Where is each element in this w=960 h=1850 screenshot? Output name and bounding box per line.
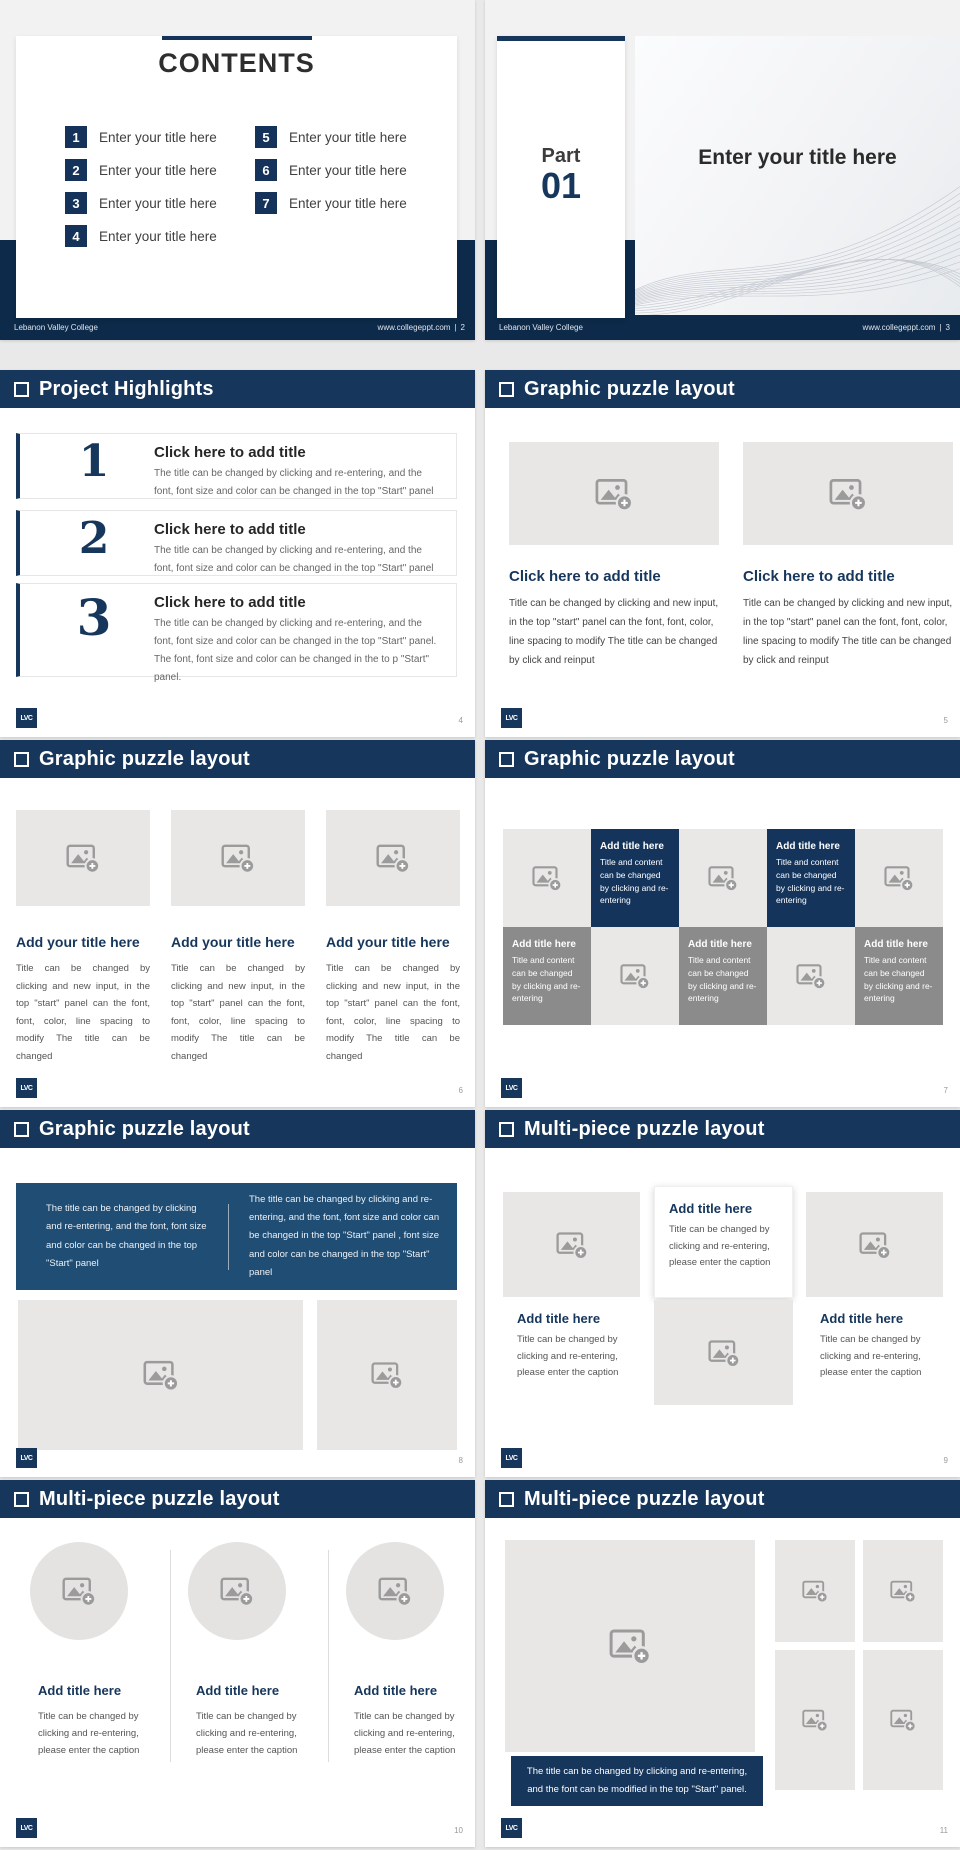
highlight-item: [16, 583, 457, 683]
page-number: 9: [943, 1456, 948, 1465]
slide-multi-piece-grid[interactable]: [485, 1480, 960, 1847]
lvc-logo: LVC: [501, 1818, 522, 1838]
highlight-item: [16, 510, 457, 576]
column-body: Title can be changed by clicking and new input, in the top "start" panel can the font, font, color, line spacing to modify The title can be changed by click and reinput: [509, 598, 719, 666]
image-placeholder-icon: [884, 863, 914, 893]
contents-item: [255, 126, 407, 148]
item-number: 5: [255, 126, 277, 148]
checkbox-icon: [14, 752, 29, 767]
image-placeholder: [863, 1650, 943, 1790]
image-placeholder-icon: [796, 961, 826, 991]
contents-title: CONTENTS: [158, 48, 315, 78]
cell-title: Add title here: [820, 1311, 904, 1326]
part-card: [497, 36, 625, 318]
column-body: Title can be changed by clicking and new input, in the top "start" panel can the font, font, color, line spacing to modify The title can be changed: [171, 963, 305, 1062]
contents-item: [65, 192, 217, 214]
image-placeholder-icon: [62, 1574, 96, 1608]
checkbox-icon: [499, 382, 514, 397]
tile-title: Add title here: [512, 939, 576, 950]
page-number: 5: [943, 716, 948, 725]
checkbox-icon: [14, 1492, 29, 1507]
circle-image-placeholder: [188, 1542, 286, 1640]
item-number: 2: [65, 159, 87, 181]
cell-body: Title can be changed by clicking and re-entering, please enter the caption: [517, 1334, 619, 1379]
column-title: Click here to add title: [509, 568, 661, 585]
image-placeholder: [767, 927, 855, 1025]
part-number: 01: [540, 165, 582, 206]
part-label: Part: [541, 145, 581, 167]
text-cell: [503, 1297, 640, 1415]
image-placeholder-icon: [620, 961, 650, 991]
slide-graphic-puzzle-2col[interactable]: [485, 370, 960, 737]
tile-title: Add title here: [688, 939, 752, 950]
image-placeholder: [775, 1540, 855, 1642]
image-placeholder: [863, 1540, 943, 1642]
item-number: 2: [78, 513, 110, 564]
item-body: The title can be changed by clicking and re-entering, and the font, font size and color can be changed in the top "Start" panel: [154, 468, 434, 497]
lvc-logo: LVC: [16, 1818, 37, 1838]
item-number: 3: [76, 588, 112, 647]
lvc-logo: LVC: [16, 1078, 37, 1098]
footer-divider: |: [939, 323, 942, 332]
image-placeholder-icon: [708, 863, 738, 893]
image-placeholder-large: [505, 1540, 755, 1752]
item-label: Enter your title here: [99, 228, 217, 244]
image-placeholder-icon: [859, 1229, 891, 1261]
item-label: Enter your title here: [99, 162, 217, 178]
footer-site: www.collegeppt.com: [862, 323, 936, 332]
slide-header: [485, 740, 960, 778]
section-cover-graphic: [635, 36, 960, 315]
item-body: The title can be changed by clicking and re-entering, and the font, font size and color can be changed in the top "Start" panel. The font, font size and color can be changed in the to p "Start" panel.: [154, 618, 437, 683]
contents-item: [65, 159, 217, 181]
checkbox-icon: [499, 1492, 514, 1507]
item-number: 1: [65, 126, 87, 148]
page-number: 10: [454, 1826, 463, 1835]
slide-project-highlights[interactable]: [0, 370, 475, 737]
caption-bar: [511, 1756, 763, 1806]
image-placeholder-icon: [802, 1578, 828, 1604]
footer-college: Lebanon Valley College: [499, 323, 583, 332]
page-number: 2: [460, 323, 465, 332]
text-panel: [16, 1183, 457, 1290]
footer-divider: |: [454, 323, 457, 332]
image-placeholder: [503, 1192, 640, 1297]
page-number: 8: [458, 1456, 463, 1465]
contents-item: [65, 126, 217, 148]
contents-item: [255, 192, 407, 214]
header-title: Multi-piece puzzle layout: [524, 1117, 765, 1140]
item-label: Enter your title here: [289, 195, 407, 211]
tile-title: Add title here: [776, 841, 840, 852]
item-label: Enter your title here: [99, 195, 217, 211]
footer-site: www.collegeppt.com: [377, 323, 451, 332]
title-rule: [162, 36, 312, 40]
checkbox-icon: [499, 752, 514, 767]
item-label: Enter your title here: [99, 129, 217, 145]
lvc-logo: LVC: [501, 1078, 522, 1098]
panel-text-right: The title can be changed by clicking and re-entering, and the font, font size and color can be changed in the top "Start" panel , font size and color can be changed in the top "Start" panel: [249, 1194, 440, 1278]
lvc-logo: LVC: [501, 1448, 522, 1468]
slide-multi-piece-circles[interactable]: [0, 1480, 475, 1847]
item-number: 3: [65, 192, 87, 214]
contents-item: [65, 225, 217, 247]
tile-title: Add title here: [600, 841, 664, 852]
header-title: Multi-piece puzzle layout: [524, 1487, 765, 1510]
column-title: Add title here: [354, 1683, 438, 1698]
text-cell: [654, 1186, 793, 1298]
item-label: Enter your title here: [289, 129, 407, 145]
image-placeholder: [509, 442, 719, 545]
panel-text-left: The title can be changed by clicking and re-entering, and the font, font size and color can be changed in the top "Start" panel: [46, 1203, 207, 1269]
image-placeholder-icon: [143, 1357, 179, 1393]
column-body: Title can be changed by clicking and re-entering, please enter the caption: [38, 1711, 140, 1757]
text-tile-navy: [767, 829, 855, 927]
header-title: Graphic puzzle layout: [39, 747, 250, 770]
image-placeholder-icon: [609, 1625, 651, 1667]
highlight-item: [16, 433, 457, 499]
wave-graphic: [635, 155, 960, 315]
tile-title: Add title here: [864, 939, 928, 950]
page-number: 7: [943, 1086, 948, 1095]
slide-header: [485, 370, 960, 408]
item-number: 6: [255, 159, 277, 181]
item-label: Enter your title here: [289, 162, 407, 178]
cell-body: Title can be changed by clicking and re-entering, please enter the caption: [820, 1334, 922, 1379]
image-placeholder-icon: [66, 841, 100, 875]
column-title: Add your title here: [16, 934, 140, 950]
image-placeholder-icon: [532, 863, 562, 893]
circle-image-placeholder: [346, 1542, 444, 1640]
slide-graphic-puzzle-grid[interactable]: [485, 740, 960, 1107]
image-placeholder: [503, 829, 591, 927]
item-number: 1: [78, 436, 110, 487]
section-title: Enter your title here: [698, 146, 897, 169]
column-divider: [328, 1550, 329, 1762]
column-body: Title can be changed by clicking and new input, in the top "start" panel can the font, font, color, line spacing to modify The title can be changed by click and reinput: [743, 598, 953, 666]
slide-header: [0, 1480, 475, 1518]
cell-title: Add title here: [669, 1201, 753, 1216]
item-title: Click here to add title: [154, 594, 306, 611]
image-placeholder-icon: [595, 475, 633, 513]
slide-header: [485, 1480, 960, 1518]
slide-header: [0, 370, 475, 408]
item-number: 7: [255, 192, 277, 214]
column-title: Add your title here: [171, 934, 295, 950]
slide-footer: [485, 315, 960, 340]
image-placeholder-icon: [708, 1337, 740, 1369]
tile-body: Title and content can be changed by clicking and re-entering: [600, 857, 669, 906]
checkbox-icon: [14, 382, 29, 397]
image-placeholder-icon: [890, 1707, 916, 1733]
image-placeholder-icon: [802, 1707, 828, 1733]
image-placeholder: [855, 829, 943, 927]
column-title: Add title here: [196, 1683, 280, 1698]
image-placeholder: [591, 927, 679, 1025]
text-cell: [806, 1297, 943, 1415]
page-number: 3: [945, 323, 950, 332]
column-title: Add title here: [38, 1683, 122, 1698]
column-divider: [170, 1550, 171, 1762]
puzzle-grid: [503, 829, 943, 1025]
lvc-logo: LVC: [16, 1448, 37, 1468]
text-tile-gray: [679, 927, 767, 1025]
page-number: 6: [458, 1086, 463, 1095]
slide-header: [485, 1110, 960, 1148]
slide-header: [0, 740, 475, 778]
image-placeholder-icon: [220, 1574, 254, 1608]
slide-graphic-puzzle-panel[interactable]: [0, 1110, 475, 1477]
image-placeholder: [775, 1650, 855, 1790]
column-body: Title can be changed by clicking and new input, in the top "start" panel can the font, font, color, line spacing to modify The title can be changed: [326, 963, 460, 1062]
image-placeholder: [171, 810, 305, 906]
checkbox-icon: [499, 1122, 514, 1137]
image-placeholder: [743, 442, 953, 545]
image-placeholder-icon: [221, 841, 255, 875]
image-placeholder: [654, 1300, 793, 1405]
tile-body: Title and content can be changed by clicking and re-entering: [688, 955, 757, 1004]
image-placeholder: [679, 829, 767, 927]
column-title: Add your title here: [326, 934, 450, 950]
image-placeholder-icon: [556, 1229, 588, 1261]
contents-item: [255, 159, 407, 181]
lvc-logo: LVC: [16, 708, 37, 728]
tile-body: Title and content can be changed by clicking and re-entering: [864, 955, 933, 1004]
circle-image-placeholder: [30, 1542, 128, 1640]
image-placeholder: [326, 810, 460, 906]
slide-header: [0, 1110, 475, 1148]
item-number: 4: [65, 225, 87, 247]
tile-body: Title and content can be changed by clicking and re-entering: [776, 857, 845, 906]
item-body: The title can be changed by clicking and re-entering, and the font, font size and color can be changed in the top "Start" panel: [154, 545, 434, 574]
image-placeholder-icon: [829, 475, 867, 513]
panel-divider: [228, 1204, 229, 1270]
tile-body: Title and content can be changed by clicking and re-entering: [512, 955, 581, 1004]
header-title: Graphic puzzle layout: [524, 377, 735, 400]
slide-graphic-puzzle-3col[interactable]: [0, 740, 475, 1107]
caption-text: The title can be changed by clicking and re-entering, and the font can be modified in the top "Start" panel.: [526, 1765, 748, 1795]
text-tile-gray: [855, 927, 943, 1025]
column-body: Title can be changed by clicking and re-entering, please enter the caption: [354, 1711, 456, 1757]
cell-title: Add title here: [517, 1311, 601, 1326]
image-placeholder-icon: [378, 1574, 412, 1608]
image-placeholder: [18, 1300, 303, 1450]
column-body: Title can be changed by clicking and re-entering, please enter the caption: [196, 1711, 298, 1757]
page-number: 11: [939, 1826, 948, 1835]
header-title: Graphic puzzle layout: [39, 1117, 250, 1140]
image-placeholder: [317, 1300, 457, 1450]
header-title: Graphic puzzle layout: [524, 747, 735, 770]
text-tile-gray: [503, 927, 591, 1025]
item-title: Click here to add title: [154, 444, 306, 461]
header-title: Project Highlights: [39, 377, 214, 400]
cell-body: Title can be changed by clicking and re-entering, please enter the caption: [669, 1224, 771, 1269]
checkbox-icon: [14, 1122, 29, 1137]
slide-multi-piece-3col[interactable]: [485, 1110, 960, 1477]
slide-part-01[interactable]: [485, 0, 960, 340]
image-placeholder: [806, 1192, 943, 1297]
slide-footer: [0, 315, 475, 340]
column-body: Title can be changed by clicking and new input, in the top "start" panel can the font, font, color, line spacing to modify The title can be changed: [16, 963, 150, 1062]
column-title: Click here to add title: [743, 568, 895, 585]
contents-card: [16, 36, 457, 318]
header-title: Multi-piece puzzle layout: [39, 1487, 280, 1510]
image-placeholder-icon: [371, 1359, 403, 1391]
slide-contents[interactable]: [0, 0, 475, 340]
item-title: Click here to add title: [154, 521, 306, 538]
footer-college: Lebanon Valley College: [14, 323, 98, 332]
page-number: 4: [458, 716, 463, 725]
text-tile-navy: [591, 829, 679, 927]
lvc-logo: LVC: [501, 708, 522, 728]
image-placeholder-icon: [376, 841, 410, 875]
image-placeholder-icon: [890, 1578, 916, 1604]
image-placeholder: [16, 810, 150, 906]
